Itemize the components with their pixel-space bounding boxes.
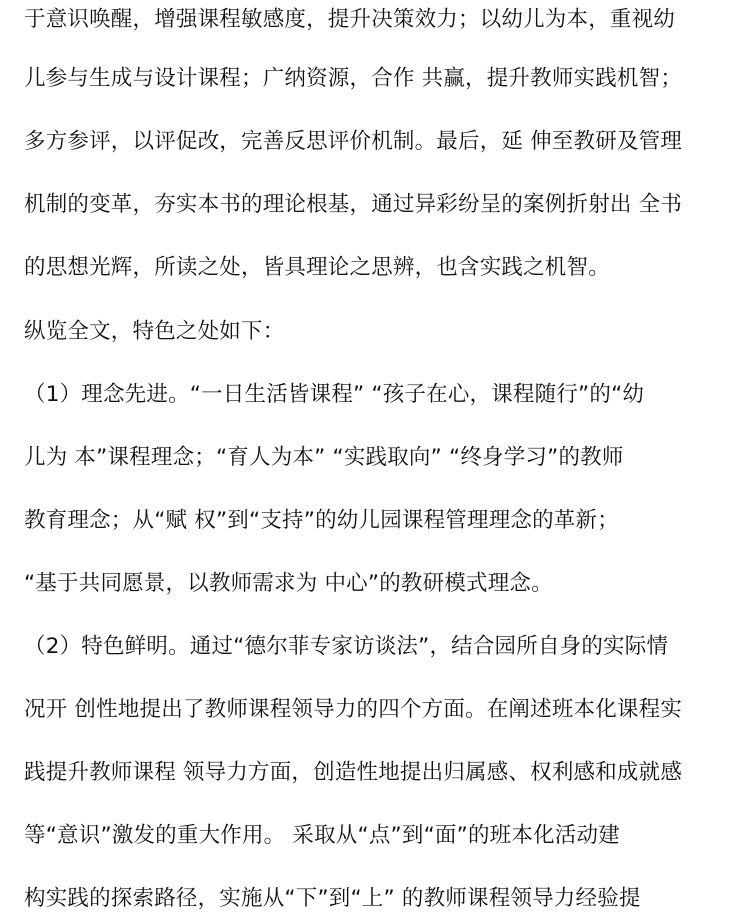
body-text-line: 儿为 本”课程理念；“育人为本” “实践取向” “终身学习”的教师 <box>24 445 624 470</box>
body-text-line: 况开 创性地提出了教师课程领导力的四个方面。在阐述班本化课程实 <box>24 697 683 722</box>
body-text-line: 儿参与生成与设计课程；广纳资源，合作 共赢，提升教师实践机智； <box>24 66 683 91</box>
body-text-line: 构实践的探索路径，实施从“下”到“上” 的教师课程领导力经验提 <box>24 886 641 911</box>
body-text-line: 多方参评，以评促改，完善反思评价机制。最后，延 伸至教研及管理 <box>24 129 683 154</box>
body-text-line: “基于共同愿景，以教师需求为 中心”的教研模式理念。 <box>24 571 553 596</box>
body-text-line: 于意识唤醒，增强课程敏感度，提升决策效力；以幼儿为本，重视幼 <box>24 7 676 32</box>
body-text-line: 等“意识”激发的重大作用。 采取从“点”到“面”的班本化活动建 <box>24 823 620 848</box>
body-text-line: 教育理念；从“赋 权”到“支持”的幼儿园课程管理理念的革新； <box>24 508 619 533</box>
body-text-line: （2）特色鲜明。通过“德尔菲专家访谈法”，结合园所自身的实际情 <box>24 634 669 659</box>
body-text-line: 践提升教师课程 领导力方面，创造性地提出归属感、权利感和成就感 <box>24 760 683 785</box>
body-text-line: 的思想光辉，所读之处，皆具理论之思辨，也含实践之机智。 <box>24 255 610 280</box>
body-text-line: 纵览全文，特色之处如下： <box>24 319 285 344</box>
body-text-line: （1）理念先进。“一日生活皆课程” “孩子在心，课程随行”的“幼 <box>24 382 645 407</box>
body-text-line: 机制的变革，夯实本书的理论根基，通过异彩纷呈的案例折射出 全书 <box>24 192 683 217</box>
